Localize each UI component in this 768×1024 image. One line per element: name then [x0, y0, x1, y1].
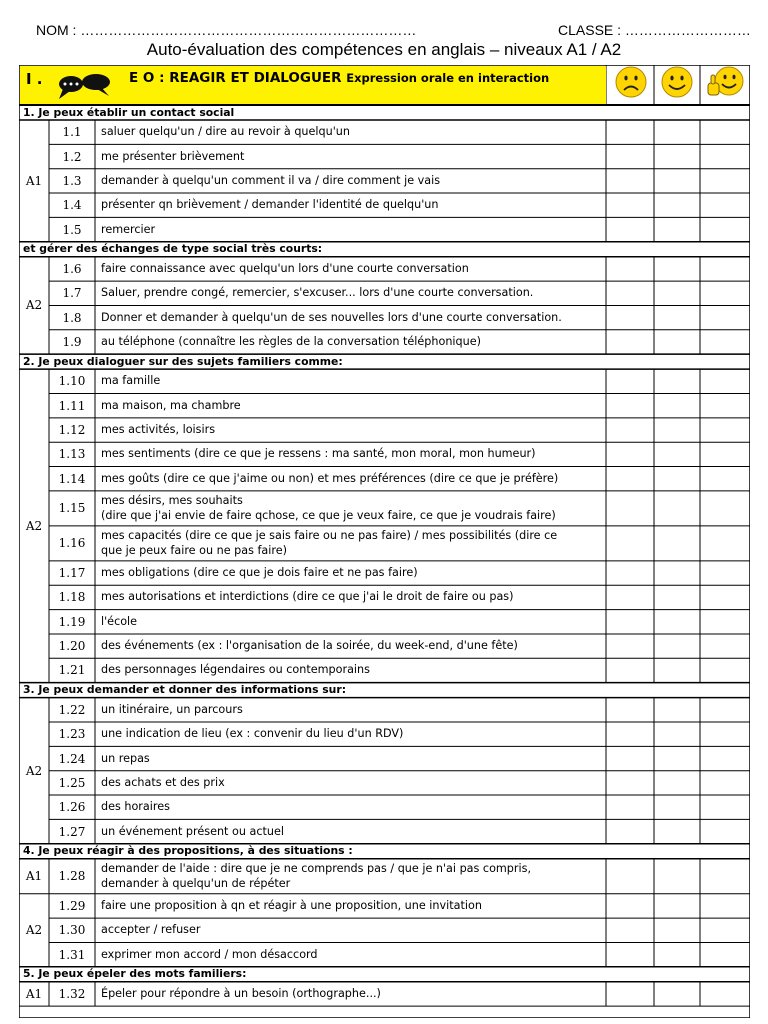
- self-eval-checkbox-partial[interactable]: [655, 443, 699, 465]
- self-eval-checkbox-full[interactable]: [701, 282, 749, 304]
- self-eval-checkbox-full[interactable]: [701, 121, 749, 143]
- item-number: 1.6: [62, 261, 82, 276]
- nom-field-label[interactable]: NOM : ………………………………………………………………: [36, 22, 417, 38]
- sad-face-icon: [613, 65, 649, 99]
- self-eval-checkbox-full[interactable]: [701, 586, 749, 608]
- item-number: 1.17: [58, 566, 86, 581]
- header-line: [0, 20, 768, 42]
- self-eval-checkbox-none[interactable]: [607, 796, 653, 818]
- self-eval-checkbox-partial[interactable]: [655, 983, 699, 1005]
- self-eval-checkbox-partial[interactable]: [655, 723, 699, 745]
- self-eval-checkbox-none[interactable]: [607, 772, 653, 794]
- item-number: 1.18: [58, 590, 86, 605]
- item-text-continued: que je peux faire ou ne pas faire): [101, 543, 287, 557]
- level-label: A1: [25, 986, 43, 1001]
- self-eval-checkbox-full[interactable]: [701, 443, 749, 465]
- item-text: remercier: [101, 222, 156, 236]
- self-eval-checkbox-partial[interactable]: [655, 468, 699, 490]
- smiley-face-icon: [659, 65, 695, 99]
- self-eval-checkbox-full[interactable]: [701, 699, 749, 721]
- self-eval-checkbox-partial[interactable]: [655, 611, 699, 633]
- item-text: mes capacités (dire ce que je sais faire ou ne pas faire) / mes possibilités (dire ce: [101, 528, 558, 542]
- item-number: 1.23: [58, 727, 86, 742]
- self-eval-checkbox-none[interactable]: [607, 194, 653, 216]
- speech-bubbles-icon: [53, 72, 117, 102]
- item-text: l'école: [101, 614, 138, 628]
- self-eval-checkbox-partial[interactable]: [655, 772, 699, 794]
- item-text: des horaires: [101, 800, 170, 814]
- self-eval-checkbox-full[interactable]: [701, 562, 749, 584]
- item-text: mes obligations (dire ce que je dois faire et ne pas faire): [101, 566, 418, 580]
- item-text-continued: demander à quelqu'un de répéter: [101, 876, 291, 890]
- self-eval-checkbox-partial[interactable]: [655, 306, 699, 328]
- item-text: au téléphone (connaître les règles de la conversation téléphonique): [101, 334, 481, 348]
- self-eval-checkbox-none[interactable]: [607, 747, 653, 769]
- item-number: 1.26: [58, 800, 86, 815]
- banner-title: [129, 70, 549, 86]
- item-number: 1.28: [58, 869, 86, 884]
- level-label: A2: [25, 763, 43, 778]
- item-text: un événement présent ou actuel: [101, 824, 284, 838]
- self-eval-checkbox-full[interactable]: [701, 306, 749, 328]
- item-text: des achats et des prix: [101, 775, 225, 789]
- self-eval-checkbox-partial[interactable]: [655, 919, 699, 941]
- item-number: 1.12: [58, 423, 86, 438]
- item-text: demander à quelqu'un comment il va / dire comment je vais: [101, 173, 441, 187]
- self-eval-checkbox-none[interactable]: [607, 468, 653, 490]
- self-eval-checkbox-partial[interactable]: [655, 820, 699, 842]
- self-eval-checkbox-none[interactable]: [607, 331, 653, 353]
- banner-title-sub: Expression orale en interaction: [346, 71, 550, 85]
- self-eval-checkbox-full[interactable]: [701, 145, 749, 167]
- self-eval-checkbox-full[interactable]: [701, 468, 749, 490]
- item-text: présenter qn brièvement / demander l'identité de quelqu'un: [101, 198, 439, 212]
- level-label: A2: [25, 518, 43, 533]
- item-text: exprimer mon accord / mon désaccord: [101, 947, 318, 961]
- self-eval-checkbox-partial[interactable]: [655, 170, 699, 192]
- item-number: 1.21: [58, 663, 86, 678]
- self-eval-checkbox-full[interactable]: [701, 820, 749, 842]
- item-number: 1.7: [62, 286, 82, 301]
- self-eval-checkbox-full[interactable]: [701, 331, 749, 353]
- item-number: 1.9: [62, 334, 82, 349]
- banner-roman-numeral: I .: [26, 70, 43, 88]
- self-eval-checkbox-none[interactable]: [607, 562, 653, 584]
- self-eval-checkbox-full[interactable]: [701, 943, 749, 965]
- self-eval-checkbox-full[interactable]: [701, 659, 749, 681]
- item-text: Épeler pour répondre à un besoin (orthographe...): [101, 986, 381, 1000]
- item-number: 1.24: [58, 751, 86, 766]
- self-eval-checkbox-partial[interactable]: [655, 659, 699, 681]
- item-number: 1.15: [58, 501, 86, 516]
- section-heading: 4. Je peux réagir à des propositions, à des situations :: [23, 844, 353, 858]
- self-eval-checkbox-none[interactable]: [607, 699, 653, 721]
- self-eval-checkbox-full[interactable]: [701, 919, 749, 941]
- self-eval-checkbox-partial[interactable]: [655, 258, 699, 280]
- self-eval-checkbox-partial[interactable]: [655, 860, 699, 893]
- item-text: mes sentiments (dire ce que je ressens : ma santé, mon moral, mon humeur): [101, 447, 536, 461]
- classe-field-label[interactable]: CLASSE : ………………………: [558, 22, 751, 38]
- self-eval-checkbox-partial[interactable]: [655, 395, 699, 417]
- item-number: 1.29: [58, 898, 86, 913]
- item-text: saluer quelqu'un / dire au revoir à quelqu'un: [101, 125, 350, 139]
- banner-title-main: E O : REAGIR ET DIALOGUER: [129, 70, 342, 86]
- self-eval-checkbox-partial[interactable]: [655, 562, 699, 584]
- level-label: A1: [25, 173, 43, 188]
- self-eval-checkbox-partial[interactable]: [655, 635, 699, 657]
- level-label: A2: [25, 923, 43, 938]
- self-eval-checkbox-partial[interactable]: [655, 586, 699, 608]
- section-heading: 3. Je peux demander et donner des informations sur:: [23, 683, 347, 697]
- item-text: mes goûts (dire ce que j'aime ou non) et mes préférences (dire ce que je préfère): [101, 471, 559, 485]
- item-number: 1.25: [58, 775, 86, 790]
- self-eval-checkbox-full[interactable]: [701, 635, 749, 657]
- item-number: 1.5: [62, 222, 82, 237]
- page-title: Auto-évaluation des compétences en anglais – niveaux A1 / A2: [146, 40, 622, 59]
- thumbs-up-smiley-icon: [705, 65, 747, 99]
- self-eval-checkbox-partial[interactable]: [655, 895, 699, 917]
- self-eval-checkbox-none[interactable]: [607, 659, 653, 681]
- item-text: Saluer, prendre congé, remercier, s'excuser... lors d'une courte conversation.: [101, 286, 534, 300]
- evaluation-table: [19, 65, 750, 1018]
- self-eval-checkbox-partial[interactable]: [655, 331, 699, 353]
- self-eval-checkbox-none[interactable]: [607, 282, 653, 304]
- self-eval-checkbox-none[interactable]: [607, 820, 653, 842]
- section-heading: et gérer des échanges de type social très courts:: [23, 242, 323, 256]
- item-text: Donner et demander à quelqu'un de ses nouvelles lors d'une courte conversation.: [101, 310, 562, 324]
- self-eval-checkbox-partial[interactable]: [655, 699, 699, 721]
- self-eval-checkbox-partial[interactable]: [655, 747, 699, 769]
- item-text: mes désirs, mes souhaits: [101, 493, 243, 507]
- item-text: mes activités, loisirs: [101, 423, 216, 437]
- self-eval-checkbox-partial[interactable]: [655, 121, 699, 143]
- item-text: ma famille: [101, 374, 161, 388]
- level-label: A1: [25, 869, 43, 884]
- self-eval-checkbox-full[interactable]: [701, 747, 749, 769]
- self-eval-checkbox-none[interactable]: [607, 919, 653, 941]
- self-eval-checkbox-none[interactable]: [607, 443, 653, 465]
- self-eval-checkbox-none[interactable]: [607, 983, 653, 1005]
- self-eval-checkbox-none[interactable]: [607, 611, 653, 633]
- self-eval-checkbox-none[interactable]: [607, 258, 653, 280]
- self-eval-checkbox-none[interactable]: [607, 492, 653, 525]
- self-eval-checkbox-partial[interactable]: [655, 943, 699, 965]
- self-eval-checkbox-full[interactable]: [701, 983, 749, 1005]
- item-text: me présenter brièvement: [101, 149, 245, 163]
- self-eval-checkbox-none[interactable]: [607, 419, 653, 441]
- self-eval-checkbox-partial[interactable]: [655, 419, 699, 441]
- self-eval-checkbox-none[interactable]: [607, 723, 653, 745]
- item-text: mes autorisations et interdictions (dire ce que j'ai le droit de faire ou pas): [101, 590, 514, 604]
- level-label: A2: [25, 298, 43, 313]
- item-text: un itinéraire, un parcours: [101, 702, 243, 716]
- item-number: 1.31: [58, 947, 86, 962]
- item-text: faire connaissance avec quelqu'un lors d'une courte conversation: [101, 261, 469, 275]
- self-eval-checkbox-none[interactable]: [607, 145, 653, 167]
- item-text: ma maison, ma chambre: [101, 398, 241, 412]
- self-eval-checkbox-full[interactable]: [701, 895, 749, 917]
- item-number: 1.32: [58, 986, 86, 1001]
- item-number: 1.8: [62, 310, 82, 325]
- item-text: une indication de lieu (ex : convenir du lieu d'un RDV): [101, 727, 404, 741]
- section-banner: [20, 66, 606, 104]
- self-eval-checkbox-full[interactable]: [701, 611, 749, 633]
- section-heading: 2. Je peux dialoguer sur des sujets familiers comme:: [23, 354, 343, 368]
- section-heading: 5. Je peux épeler des mots familiers:: [23, 967, 247, 981]
- self-eval-checkbox-none[interactable]: [607, 370, 653, 392]
- self-eval-checkbox-none[interactable]: [607, 943, 653, 965]
- self-eval-checkbox-none[interactable]: [607, 218, 653, 240]
- item-number: 1.1: [62, 125, 82, 140]
- self-eval-checkbox-full[interactable]: [701, 218, 749, 240]
- self-eval-checkbox-none[interactable]: [607, 527, 653, 560]
- item-number: 1.14: [58, 471, 86, 486]
- self-eval-checkbox-none[interactable]: [607, 395, 653, 417]
- item-number: 1.20: [58, 639, 86, 654]
- self-eval-checkbox-partial[interactable]: [655, 194, 699, 216]
- self-eval-checkbox-full[interactable]: [701, 170, 749, 192]
- self-eval-checkbox-partial[interactable]: [655, 145, 699, 167]
- item-text: des événements (ex : l'organisation de la soirée, du week-end, d'une fête): [101, 639, 518, 653]
- self-eval-checkbox-none[interactable]: [607, 306, 653, 328]
- self-eval-checkbox-full[interactable]: [701, 723, 749, 745]
- self-eval-checkbox-none[interactable]: [607, 635, 653, 657]
- self-eval-checkbox-partial[interactable]: [655, 218, 699, 240]
- item-text: un repas: [101, 751, 150, 765]
- self-eval-checkbox-none[interactable]: [607, 895, 653, 917]
- self-eval-checkbox-none[interactable]: [607, 586, 653, 608]
- item-number: 1.2: [62, 149, 82, 164]
- self-eval-checkbox-partial[interactable]: [655, 527, 699, 560]
- self-eval-checkbox-full[interactable]: [701, 860, 749, 893]
- item-number: 1.27: [58, 824, 86, 839]
- item-text: demander de l'aide : dire que je ne comprends pas / que je n'ai pas compris,: [101, 861, 532, 875]
- item-number: 1.11: [58, 398, 86, 413]
- self-eval-checkbox-partial[interactable]: [655, 370, 699, 392]
- self-eval-checkbox-partial[interactable]: [655, 796, 699, 818]
- self-eval-checkbox-none[interactable]: [607, 170, 653, 192]
- item-number: 1.10: [58, 374, 86, 389]
- self-eval-checkbox-partial[interactable]: [655, 282, 699, 304]
- item-text: des personnages légendaires ou contemporains: [101, 663, 370, 677]
- self-eval-checkbox-full[interactable]: [701, 772, 749, 794]
- self-eval-checkbox-full[interactable]: [701, 419, 749, 441]
- section-heading: 1. Je peux établir un contact social: [23, 105, 235, 119]
- item-number: 1.22: [58, 702, 86, 717]
- self-eval-checkbox-full[interactable]: [701, 395, 749, 417]
- self-eval-checkbox-full[interactable]: [701, 370, 749, 392]
- item-number: 1.19: [58, 614, 86, 629]
- self-eval-checkbox-full[interactable]: [701, 194, 749, 216]
- self-eval-checkbox-full[interactable]: [701, 258, 749, 280]
- self-eval-checkbox-full[interactable]: [701, 796, 749, 818]
- item-number: 1.4: [62, 198, 82, 213]
- self-eval-checkbox-none[interactable]: [607, 860, 653, 893]
- self-eval-checkbox-full[interactable]: [701, 527, 749, 560]
- self-eval-checkbox-partial[interactable]: [655, 492, 699, 525]
- item-number: 1.3: [62, 173, 82, 188]
- item-number: 1.30: [58, 923, 86, 938]
- item-number: 1.16: [58, 536, 86, 551]
- self-eval-checkbox-none[interactable]: [607, 121, 653, 143]
- item-text-continued: (dire que j'ai envie de faire qchose, ce que je veux faire, ce que je voudrais faire): [101, 508, 556, 522]
- item-text: faire une proposition à qn et réagir à une proposition, une invitation: [101, 898, 482, 912]
- item-number: 1.13: [58, 447, 86, 462]
- self-eval-checkbox-full[interactable]: [701, 492, 749, 525]
- item-text: accepter / refuser: [101, 923, 201, 937]
